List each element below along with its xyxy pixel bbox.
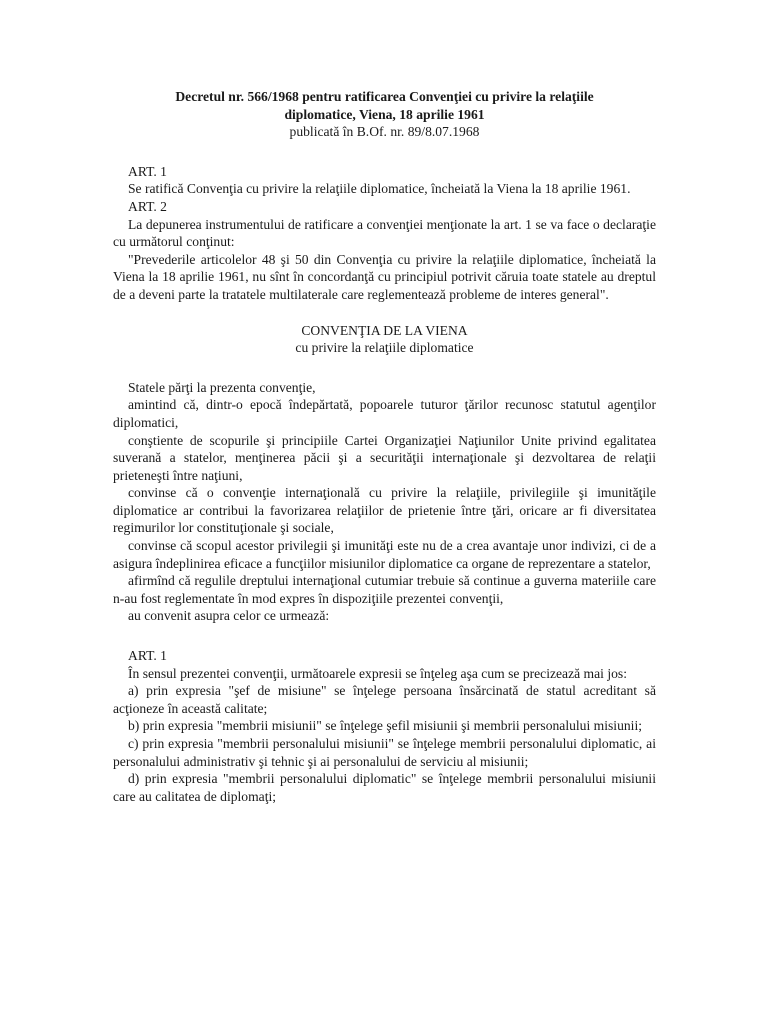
decree-art2-text: La depunerea instrumentului de ratificare a convenţiei menţionate la art. 1 se va face o declaraţie cu următorul conţinut:	[113, 216, 656, 250]
definition-item: b) prin expresia "membrii misiunii" se înţelege şefil misiunii şi membrii personalului misiunii;	[128, 718, 642, 734]
preamble-paragraph: Statele părţi la prezenta convenţie,	[128, 379, 316, 395]
preamble-paragraph: au convenit asupra celor ce urmează:	[128, 608, 330, 624]
preamble-paragraph: convinse că o convenţie internaţională cu privire la relaţiile, privilegiile şi imunităţile diplomatice ar contribui la favorizarea relaţiilor de prietenie între ţări, oricare ar fi diversitatea regimurilor lor constituţionale şi sociale,	[113, 485, 656, 536]
decree-art1-text: Se ratifică Convenţia cu privire la relaţiile diplomatice, încheiată la Viena la 18 aprilie 1961.	[128, 181, 631, 197]
definition-item: a) prin expresia "şef de misiune" se înţelege persoana însărcinată de statul acreditant să acţioneze în această calitate;	[113, 683, 656, 716]
preamble-paragraph: conştiente de scopurile şi principiile Cartei Organizaţiei Naţiunilor Unite privind egalitatea suverană a statelor, menţinerea păcii şi a securităţii internaţionale şi dezvoltarea de relaţii prieteneşti între naţiuni,	[113, 432, 656, 483]
decree-art2-heading: ART. 2	[128, 198, 167, 214]
publication-note: publicată în B.Of. nr. 89/8.07.1968	[289, 124, 480, 140]
convention-subtitle: cu privire la relaţiile diplomatice	[295, 340, 474, 356]
convention-title: CONVENŢIA DE LA VIENA	[301, 322, 468, 338]
document-page	[113, 88, 656, 805]
definition-item: d) prin expresia "membrii personalului diplomatic" se înţelege membrii personalului misiunii care au calitatea de diplomaţi;	[113, 771, 656, 804]
preamble-paragraph: amintind că, dintr-o epocă îndepărtată, popoarele tuturor ţărilor recunosc statutul agenţilor diplomatici,	[113, 397, 656, 430]
convention-art1-heading: ART. 1	[128, 648, 167, 664]
document-title-line1: Decretul nr. 566/1968 pentru ratificarea Convenţiei cu privire la relaţiile	[175, 89, 594, 104]
preamble-paragraph: afirmînd că regulile dreptului internaţional cutumiar trebuie să continue a guverna materiile care n-au fost reglementate în mod expres în dispoziţiile prezentei convenţii,	[113, 573, 656, 606]
decree-art2-quote: "Prevederile articolelor 48 şi 50 din Convenţia cu privire la relaţiile diplomatice, încheiată la Viena la 18 aprilie 1961, nu sînt în concordanţă cu principiul potrivit căruia toate statele au dreptul de a deveni parte la tratatele multilaterale care reglementează probleme de interes general".	[113, 251, 656, 302]
definition-item: c) prin expresia "membrii personalului misiunii" se înţelege membrii personalului diplomatic, ai personalului administrativ şi tehnic şi ai personalului de serviciu al misiunii;	[113, 736, 656, 769]
convention-art1-intro: În sensul prezentei convenţii, următoarele expresii se înţeleg aşa cum se precizează mai jos:	[128, 665, 627, 681]
decree-art1-heading: ART. 1	[128, 163, 167, 179]
preamble-paragraph: convinse că scopul acestor privilegii şi imunităţi este nu de a crea avantaje unor indivizi, ci de a asigura îndeplinirea eficace a funcţiilor misiunilor diplomatice ca organe de reprezentare a statelor,	[113, 538, 656, 571]
document-title-line2: diplomatice, Viena, 18 aprilie 1961	[284, 106, 485, 122]
